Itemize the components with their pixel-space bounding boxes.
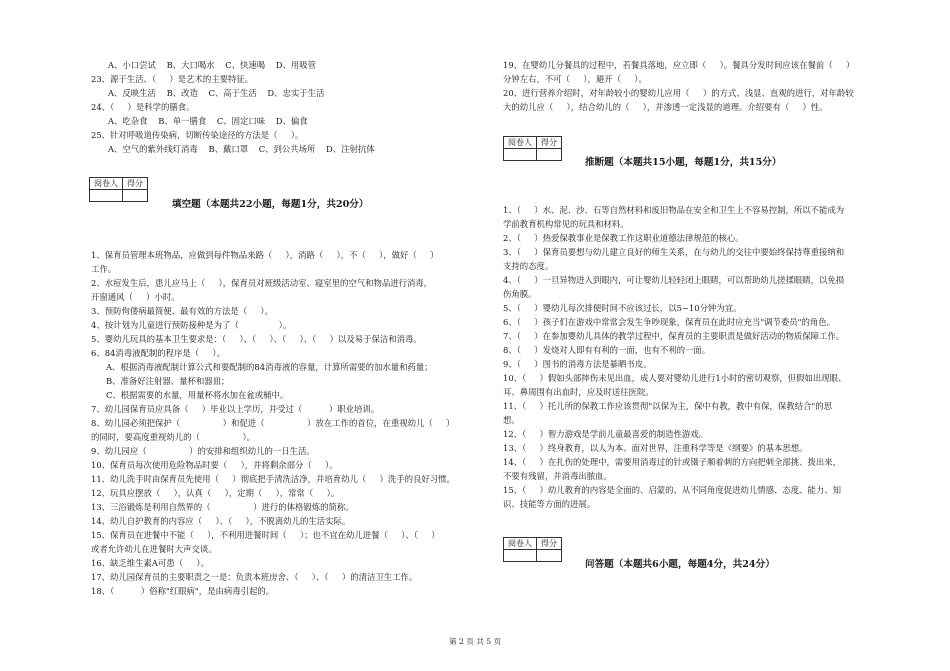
question-line: 7、幼儿园保育员应具备（ ）毕业以上学历，并受过（ ）职业培训。 [91, 404, 380, 414]
question-line: 12、玩具应摆放（ ），认真（ ），定期（ ），常常（ ）。 [91, 488, 340, 498]
score-label: 得分 [537, 137, 562, 149]
question-line: 不要有残留，并消毒出脓血。 [503, 471, 612, 481]
option-line: A、吃杂食 B、单一膳食 C、固定口味 D、偏食 [108, 116, 308, 126]
question-line: 17、幼儿园保育员的主要职责之一是：负责本班房舍、（ ）、（ ）的清洁卫生工作。 [91, 572, 418, 582]
question-line: 13、（ ）终身教育，以人为本、面对世界，注重科学等是《纲要》的基本思想。 [503, 443, 808, 453]
question-line: 12、（ ）智力游戏是学前儿童最喜爱的制造性游戏。 [503, 429, 708, 439]
option-line: A、空气的紫外线灯消毒 B、戴口罩 C、到公共场所 D、注射抗体 [108, 144, 375, 154]
question-line: 15、（ ）幼儿教育的内容是全面的、启蒙的、从不同角度促进幼儿情感、态度、能力、知 [503, 485, 842, 495]
section-title-judge: 推断题（本题共15小题，每题1分，共15分） [585, 157, 782, 168]
question-line: 1、（ ）水、泥、沙、石等自然材料和废旧物品在安全和卫生上不容易控制，所以不能成为 [503, 205, 845, 215]
option-line: A、小口尝试 B、大口喝水 C、快速喝 D、用吸管 [108, 60, 317, 70]
option-line: A、根据消毒液配制计算公式和要配制的84消毒液的容量，计算所需要的加水量和药量； [106, 362, 433, 372]
question-line: 2、水痘发生后，患儿应马上（ ），保育员对班级活动室、寝室里的空气和物品进行消毒， [91, 278, 433, 288]
option-line: B、准备好注射器、量杯和器皿； [106, 376, 230, 386]
question-line: 15、保育员在进餐中不能（ ），不利用进餐时间（ ）；也不宜在幼儿进餐（ ）、（ ） [91, 530, 440, 540]
grader-cell[interactable] [90, 190, 123, 202]
question-line: 支持的态度。 [503, 261, 554, 271]
question-line: 学前教育机构常见的玩具和材料。 [503, 219, 629, 229]
question-line: 8、幼儿园必须把保护（ ）和促进（ ）放在工作的首位，在重视幼儿（ ） [91, 418, 455, 428]
question-line: 3、（ ）保育员要想与幼儿建立良好的师生关系，在与幼儿的交往中要始终保持尊重接纳和 [503, 247, 845, 257]
section-title-fill: 填空题（本题共22小题，每题1分，共20分） [172, 199, 369, 210]
score-cell[interactable] [537, 149, 562, 161]
question-line: 9、幼儿园应（ ）的安排和组织幼儿的一日生活。 [91, 446, 315, 456]
question-line: 1、保育员管理本班物品，应做到每件物品来路（ ），消路（ ），不（ ），做好（ ） [91, 250, 439, 260]
question-line: 分钟左右，不可（ ），避开（ ）。 [503, 74, 647, 84]
question-line: 耳、鼻周围有出血时，应及时送往医院。 [503, 387, 654, 397]
question-line: 19、在婴幼儿分餐具的过程中，若餐具落地，应立即（ ）。餐具分发时间应该在餐前（ ） [503, 60, 855, 70]
question-line: 10、（ ）假如头部摔伤未见出血，成人要对婴幼儿进行1小时的密切观察，但假如出现眼、 [503, 373, 847, 383]
question-line: 想。 [503, 415, 520, 425]
grader-label: 阅卷人 [504, 538, 537, 550]
score-box [89, 177, 148, 202]
question-line: 6、（ ）孩子们在游戏中常常会发生争吵现象，保育员在此时应充当"调节委员"的角色。 [503, 317, 836, 327]
question-line: 5、婴幼儿玩具的基本卫生要求是：（ ）、（ ）、（ ）、（ ）以及易于保洁和消毒。 [91, 334, 422, 344]
score-cell[interactable] [537, 550, 562, 562]
question-line: 4、按计划为儿童进行预防接种是为了（ ）。 [91, 320, 292, 330]
question-line: 7、（ ）在参加婴幼儿具体的教学过程中，保育员的主要职责是做好活动的物质保障工作。 [503, 331, 845, 341]
question-line: 18、（ ）俗称"红眼病"，是由病毒引起的。 [91, 586, 275, 596]
option-line: C、根据需要的水量，用量杯将水加在盆或桶中。 [106, 390, 289, 400]
question-line: 11、幼儿洗手时由保育员先使用（ ）彻底把手清洗洁净，并培育幼儿（ ）洗手的良好习惯。 [91, 474, 455, 484]
question-line: 20、进行营养介绍时，对年龄较小的婴幼儿应用（ ）的方式、浅显、直观的进行，对年龄较 [503, 88, 854, 98]
question-line: 23、源于生活、（ ）是艺术的主要特征。 [91, 74, 254, 84]
score-cell[interactable] [123, 190, 148, 202]
question-line: 大的幼儿应（ ），结合幼儿的（ ），并渗透一定浅显的道理。介绍要有（ ）性。 [503, 102, 828, 112]
score-box [503, 136, 562, 161]
question-line: 10、保育员每次使用危险物品时要（ ），并将剩余部分（ ）。 [91, 460, 338, 470]
question-line: 9、（ ）图书的消毒方法是暴晒书皮。 [503, 359, 652, 369]
grader-label: 阅卷人 [504, 137, 537, 149]
question-line: 14、幼儿自护教育的内容应（ ）、（ ），不脱离幼儿的生活实际。 [91, 516, 351, 526]
question-line: 3、预防佝偻病最简便、最有效的方法是（ ）。 [91, 306, 273, 316]
score-label: 得分 [537, 538, 562, 550]
question-line: 的同时，要高度重视幼儿的（ ）。 [91, 432, 256, 442]
question-line: 14、（ ）在扎伤的处理中，需要用消毒过的针或镊子顺着刺的方向把刺全部挑、拨出来， [503, 457, 842, 467]
option-line: A、反映生活 B、改造 C、高于生活 D、忠实于生活 [108, 88, 325, 98]
question-line: 13、三浴锻炼是利用自然界的（ ）进行的体格锻炼的简称。 [91, 502, 354, 512]
question-line: 25、针对呼吸道传染病，切断传染途径的方法是（ ）。 [91, 130, 304, 140]
page-footer: 第 2 页 共 5 页 [448, 637, 502, 646]
score-box [503, 537, 562, 562]
question-line: 2、（ ）热爱保教事业是保教工作这职业道德法律规范的核心。 [503, 233, 744, 243]
question-line: 或者允许幼儿在进餐时大声交谈。 [91, 544, 217, 554]
question-line: 识、技能等方面的进展。 [503, 499, 596, 509]
question-line: 24、（ ）是科学的膳食。 [91, 102, 195, 112]
question-line: 4、（ ）一旦异物进入到眼内，可让婴幼儿轻轻闭上眼睛，可以帮助幼儿搓揉眼睛，以免损 [503, 275, 845, 285]
score-label: 得分 [123, 178, 148, 190]
grader-label: 阅卷人 [90, 178, 123, 190]
question-line: 工作。 [91, 264, 117, 274]
question-line: 开窗通风（ ）小时。 [91, 292, 180, 302]
question-line: 8、（ ）发烧对人即有有利的一面，也有不利的一面。 [503, 345, 711, 355]
grader-cell[interactable] [504, 149, 537, 161]
question-line: 伤角膜。 [503, 289, 537, 299]
section-title-qa: 问答题（本题共6小题，每题4分，共24分） [585, 559, 775, 570]
question-line: 11、（ ）托儿所的保教工作应该贯彻"以保为主，保中有教，教中有保，保教结合"的思 [503, 401, 832, 411]
question-line: 6、84消毒液配制的程序是（ ）。 [91, 348, 225, 358]
question-line: 5、（ ）婴幼儿每次排便时间不应该过长，以5~10分钟为宜。 [503, 303, 742, 313]
question-line: 16、缺乏维生素A可患（ ）。 [91, 558, 209, 568]
grader-cell[interactable] [504, 550, 537, 562]
